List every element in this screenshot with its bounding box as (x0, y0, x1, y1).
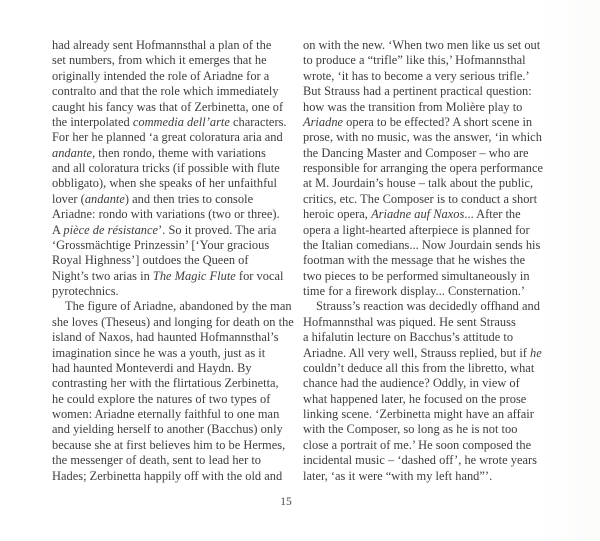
text-run: A (52, 222, 64, 237)
text-line (52, 422, 296, 437)
right-text-column (303, 38, 561, 484)
text-line (52, 469, 296, 484)
text-line (303, 346, 561, 361)
text-line (52, 361, 296, 376)
text-line (303, 407, 561, 422)
text-run: critics, etc. The Composer is to conduct a short (303, 191, 538, 206)
text-run: characters. (229, 114, 287, 129)
text-line (52, 376, 296, 391)
italic-text-run: commedia dell’arte (132, 114, 230, 129)
text-line (52, 130, 296, 145)
text-run: and yielding herself to another (Bacchus) only (52, 422, 283, 437)
text-line (303, 161, 561, 176)
text-run: heroic opera, (303, 207, 372, 222)
text-run: For her he planned ‘a great coloratura aria and (52, 130, 283, 145)
text-line (303, 299, 561, 314)
text-run: the interpolated (52, 114, 133, 129)
italic-text-run: Ariadne (303, 114, 344, 129)
text-run: But Strauss had a pertinent practical question: (303, 84, 532, 99)
text-run: Hofmannsthal was piqued. He sent Strauss (303, 314, 516, 329)
text-line (52, 207, 296, 222)
text-run: opera a light-hearted afterpiece is planned for (303, 222, 530, 237)
text-run: the Italian comedians... Now Jourdain sends his (303, 237, 541, 252)
text-line (303, 53, 561, 68)
text-run: two pieces to be performed simultaneously in (303, 268, 530, 283)
text-run: had haunted Monteverdi and Haydn. By (52, 360, 252, 375)
text-run: footman with the message that he wishes the (303, 253, 526, 268)
text-run: island of Naxos, had haunted Hofmannsthal’s (52, 330, 279, 345)
text-run: at M. Jourdain’s house – talk about the public, (303, 176, 534, 191)
text-run: he could explore the natures of two types of (52, 391, 271, 406)
text-line (52, 438, 296, 453)
text-line (52, 146, 296, 161)
text-line (303, 38, 561, 53)
text-run: linking scene. ‘Zerbinetta might have an affair (303, 407, 534, 421)
text-run: to produce a “trifle” like this,’ Hofmannsthal (303, 53, 526, 68)
text-line (52, 392, 296, 407)
text-line (303, 376, 561, 391)
text-line (303, 361, 561, 376)
text-line (52, 192, 296, 207)
italic-text-run: he (530, 345, 542, 360)
text-run: The figure of Ariadne, abandoned by the man (65, 299, 292, 314)
text-run: responsible for arranging the opera performance (303, 161, 544, 175)
text-run: with the Composer, so long as he is not too (303, 422, 518, 437)
text-line (52, 84, 296, 99)
text-run: set numbers, from which it emerges that he (52, 53, 267, 68)
text-run: because she at first believes him to be Hermes, (52, 437, 286, 452)
italic-text-run: The Magic Flute (152, 268, 236, 283)
text-run: Strauss’s reaction was decidedly offhand and (316, 299, 540, 314)
text-line (52, 223, 296, 238)
text-line (52, 453, 296, 468)
text-line (303, 422, 561, 437)
text-line (52, 161, 296, 176)
text-line (303, 207, 561, 222)
text-line (52, 176, 296, 191)
text-run: originally intended the role of Ariadne for a (52, 68, 270, 83)
text-line (303, 146, 561, 161)
text-run: the messenger of death, sent to lead her to (52, 453, 262, 468)
text-run: had already sent Hofmannsthal a plan of the (52, 38, 272, 52)
text-line (303, 192, 561, 207)
text-run: incidental music – ‘dashed off’, he wrote years (303, 453, 537, 468)
italic-text-run: andante (52, 145, 93, 160)
text-run: lover ( (52, 191, 85, 206)
text-line (52, 115, 296, 130)
text-line (303, 84, 561, 99)
text-run: wrote, ‘it has to become a very serious trifle.’ (303, 68, 530, 83)
text-line (52, 269, 296, 284)
text-line (303, 284, 561, 299)
text-line (303, 176, 561, 191)
text-run: the Dancing Master and Composer – who are (303, 145, 529, 160)
text-run: a hifalutin lecture on Bacchus’s attitude to (303, 330, 514, 345)
text-run: Hades; Zerbinetta happily off with the old and (52, 468, 283, 483)
text-line (52, 238, 296, 253)
page-number: 15 (280, 496, 292, 508)
text-run: on with the new. ‘When two men like us set out (303, 38, 541, 52)
text-run: she loves (Theseus) and longing for death on the (52, 314, 294, 329)
text-line (303, 223, 561, 238)
text-run: ) and then tries to console (124, 191, 254, 206)
text-run: ‘Grossmächtige Prinzessin’ [‘Your gracious (52, 237, 270, 252)
italic-text-run: Ariadne auf Naxos (371, 207, 465, 222)
text-run: ’. So it proved. The aria (158, 222, 277, 237)
text-line (52, 284, 296, 299)
text-run: close a portrait of me.’ He soon composed the (303, 437, 532, 452)
text-run: caught his fancy was that of Zerbinetta, one of (52, 99, 284, 114)
text-line (303, 315, 561, 330)
text-line (52, 299, 296, 314)
text-line (303, 100, 561, 115)
italic-text-run: pièce de résistance (63, 222, 159, 237)
text-line (303, 69, 561, 84)
text-run: pyrotechnics. (52, 284, 119, 298)
text-run: , then rondo, theme with variations (92, 145, 266, 160)
text-line (303, 253, 561, 268)
text-run: contrasting her with the flirtatious Zerbinetta, (52, 376, 279, 391)
text-run: women: Ariadne eternally faithful to one man (52, 407, 280, 421)
text-run: what happened later, he focused on the prose (303, 391, 527, 406)
text-run: chance had the audience? Oddly, in view of (303, 376, 520, 391)
text-run: ... After the (464, 207, 521, 222)
text-line (303, 115, 561, 130)
text-run: later, ‘as it were “with my left hand”’. (303, 468, 493, 483)
text-line (52, 69, 296, 84)
text-line (52, 315, 296, 330)
text-run: contralto and that the role which immediately (52, 84, 279, 99)
text-run: and all coloratura tricks (if possible with flute (52, 161, 280, 175)
text-line (52, 330, 296, 345)
text-line (52, 53, 296, 68)
text-line (303, 392, 561, 407)
text-line (303, 130, 561, 145)
text-run: imagination since he was a youth, just as it (52, 345, 266, 360)
text-run: Ariadne. All very well, Strauss replied, but if (303, 345, 531, 360)
text-line (303, 438, 561, 453)
text-line (52, 407, 296, 422)
text-run: opera to be effected? A short scene in (343, 114, 533, 129)
text-line (303, 269, 561, 284)
left-text-column (52, 38, 296, 484)
text-run: couldn’t deduce all this from the libretto, what (303, 360, 535, 375)
text-line (303, 330, 561, 345)
text-run: obbligato), when she speaks of her unfaithful (52, 176, 277, 191)
text-line (303, 238, 561, 253)
text-line (52, 346, 296, 361)
text-run: Royal Highness’] outdoes the Queen of (52, 253, 249, 268)
text-run: time for a firework display... Consternation.’ (303, 284, 526, 298)
text-run: Night’s two arias in (52, 268, 153, 283)
text-run: Ariadne: rondo with variations (two or three). (52, 207, 280, 222)
italic-text-run: andante (84, 191, 125, 206)
text-line (52, 100, 296, 115)
text-run: prose, with no music, was the answer, ‘in which (303, 130, 542, 145)
text-run: for vocal (235, 268, 284, 283)
text-line (52, 38, 296, 53)
text-line (303, 453, 561, 468)
text-line (52, 253, 296, 268)
text-run: how was the transition from Molière play to (303, 99, 523, 114)
text-line (303, 469, 561, 484)
